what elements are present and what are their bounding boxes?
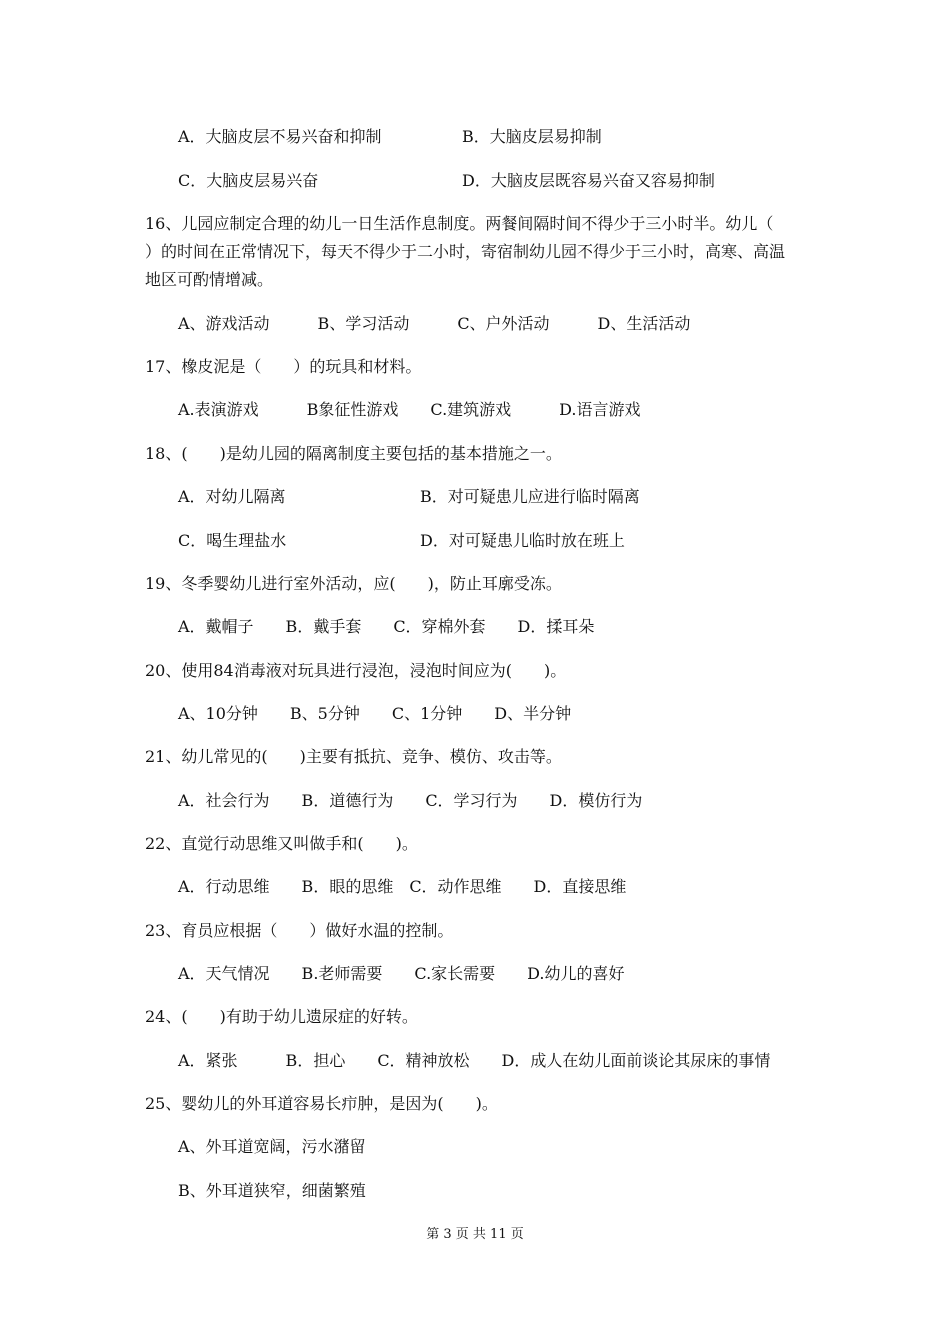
option-a: A．大脑皮层不易兴奋和抑制 xyxy=(178,127,382,146)
question-25-stem: 25、婴幼儿的外耳道容易长疖肿，是因为( )。 xyxy=(145,1094,498,1113)
question-17-options: A.表演游戏 B象征性游戏 C.建筑游戏 D.语言游戏 xyxy=(178,400,641,419)
question-18-option-a: A．对幼儿隔离 xyxy=(178,487,286,506)
question-19-options: A．戴帽子 B．戴手套 C．穿棉外套 D．揉耳朵 xyxy=(178,617,595,636)
question-18-option-c: C．喝生理盐水 xyxy=(178,531,287,550)
question-24-options: A．紧张 B．担心 C．精神放松 D．成人在幼儿面前谈论其尿床的事情 xyxy=(178,1051,771,1070)
question-16-line-1: 16、儿园应制定合理的幼儿一日生活作息制度。两餐间隔时间不得少于三小时半。幼儿（ xyxy=(145,214,774,233)
question-16-line-2: ）的时间在正常情况下，每天不得少于二小时，寄宿制幼儿园不得少于三小时，高寒、高温 xyxy=(145,242,786,261)
question-23-stem: 23、育员应根据（ ）做好水温的控制。 xyxy=(145,921,454,940)
question-20-stem: 20、使用84消毒液对玩具进行浸泡，浸泡时间应为( )。 xyxy=(145,661,567,680)
question-22-stem: 22、直觉行动思维又叫做手和( )。 xyxy=(145,834,418,853)
question-25-option-b: B、外耳道狭窄，细菌繁殖 xyxy=(178,1181,366,1200)
question-16-line-3: 地区可酌情增减。 xyxy=(145,270,274,289)
option-b: B．大脑皮层易抑制 xyxy=(462,127,602,146)
question-18-option-b: B．对可疑患儿应进行临时隔离 xyxy=(420,487,640,506)
question-20-options: A、10分钟 B、5分钟 C、1分钟 D、半分钟 xyxy=(178,704,572,723)
option-c: C．大脑皮层易兴奋 xyxy=(178,171,319,190)
question-17-stem: 17、橡皮泥是（ ）的玩具和材料。 xyxy=(145,357,422,376)
page-footer: 第 3 页 共 11 页 xyxy=(426,1227,524,1242)
question-21-options: A．社会行为 B．道德行为 C．学习行为 D．模仿行为 xyxy=(178,791,643,810)
question-19-stem: 19、冬季婴幼儿进行室外活动，应( )，防止耳廓受冻。 xyxy=(145,574,562,593)
option-d: D．大脑皮层既容易兴奋又容易抑制 xyxy=(462,171,715,190)
question-25-option-a: A、外耳道宽阔，污水潴留 xyxy=(178,1137,366,1156)
question-18-stem: 18、( )是幼儿园的隔离制度主要包括的基本措施之一。 xyxy=(145,444,562,463)
question-23-options: A．天气情况 B.老师需要 C.家长需要 D.幼儿的喜好 xyxy=(178,964,625,983)
question-24-stem: 24、( )有助于幼儿遗尿症的好转。 xyxy=(145,1007,418,1026)
question-22-options: A．行动思维 B．眼的思维 C．动作思维 D．直接思维 xyxy=(178,877,627,896)
question-16-options: A、游戏活动 B、学习活动 C、户外活动 D、生活活动 xyxy=(178,314,691,333)
question-18-option-d: D．对可疑患儿临时放在班上 xyxy=(420,531,625,550)
question-21-stem: 21、幼儿常见的( )主要有抵抗、竞争、模仿、攻击等。 xyxy=(145,747,562,766)
